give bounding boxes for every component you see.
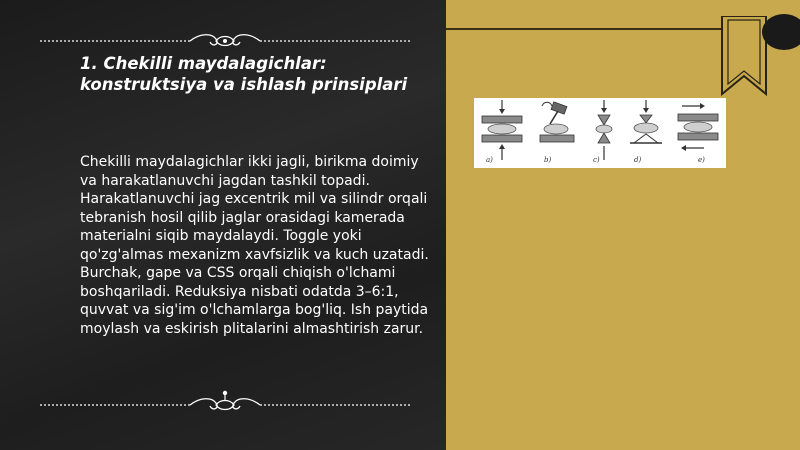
figure-label-b: b): [544, 156, 552, 164]
bottom-ornament-divider: [40, 389, 410, 413]
slide-title: 1. Chekilli maydalagichlar: konstruktsiya va ishlash prinsiplari: [80, 54, 408, 94]
figure-panel-e: [678, 103, 718, 151]
crushing-methods-figure: [474, 98, 726, 168]
figure-panel-c: [596, 100, 612, 160]
slide-body-text: Chekilli maydalagichlar ikki jagli, birikma doimiy va harakatlanuvchi jagdan tashkil topadi. Harakatlanuvchi jag excentrik mil va silindr orqali tebranish hosil qilib jaglar orasidagi kamerada materialni siqib maydalaydi. Toggle yoki qo'zg'almas mexanizm xavfsizlik va kuch uzatadi. Burchak, gape va CSS orqali chiqish o'lchami boshqariladi. Reduksiya nisbati odatda 3–6:1, quvvat va sig'im o'lchamlarga bog'liq. Ish paytida moylash va eskirish plitalarini almashtirish zarur.: [80, 154, 429, 337]
figure-panel-a: [482, 100, 522, 160]
figure-label-a: a): [486, 156, 493, 164]
figure-panel-d: [630, 100, 662, 143]
figure-label-d: d): [634, 156, 642, 164]
figure-panel-b: [540, 102, 574, 142]
figure-label-e: e): [698, 156, 705, 164]
figure-label-c: c): [593, 156, 600, 164]
top-ornament-divider: [40, 33, 410, 49]
corner-decoration: [762, 14, 800, 50]
